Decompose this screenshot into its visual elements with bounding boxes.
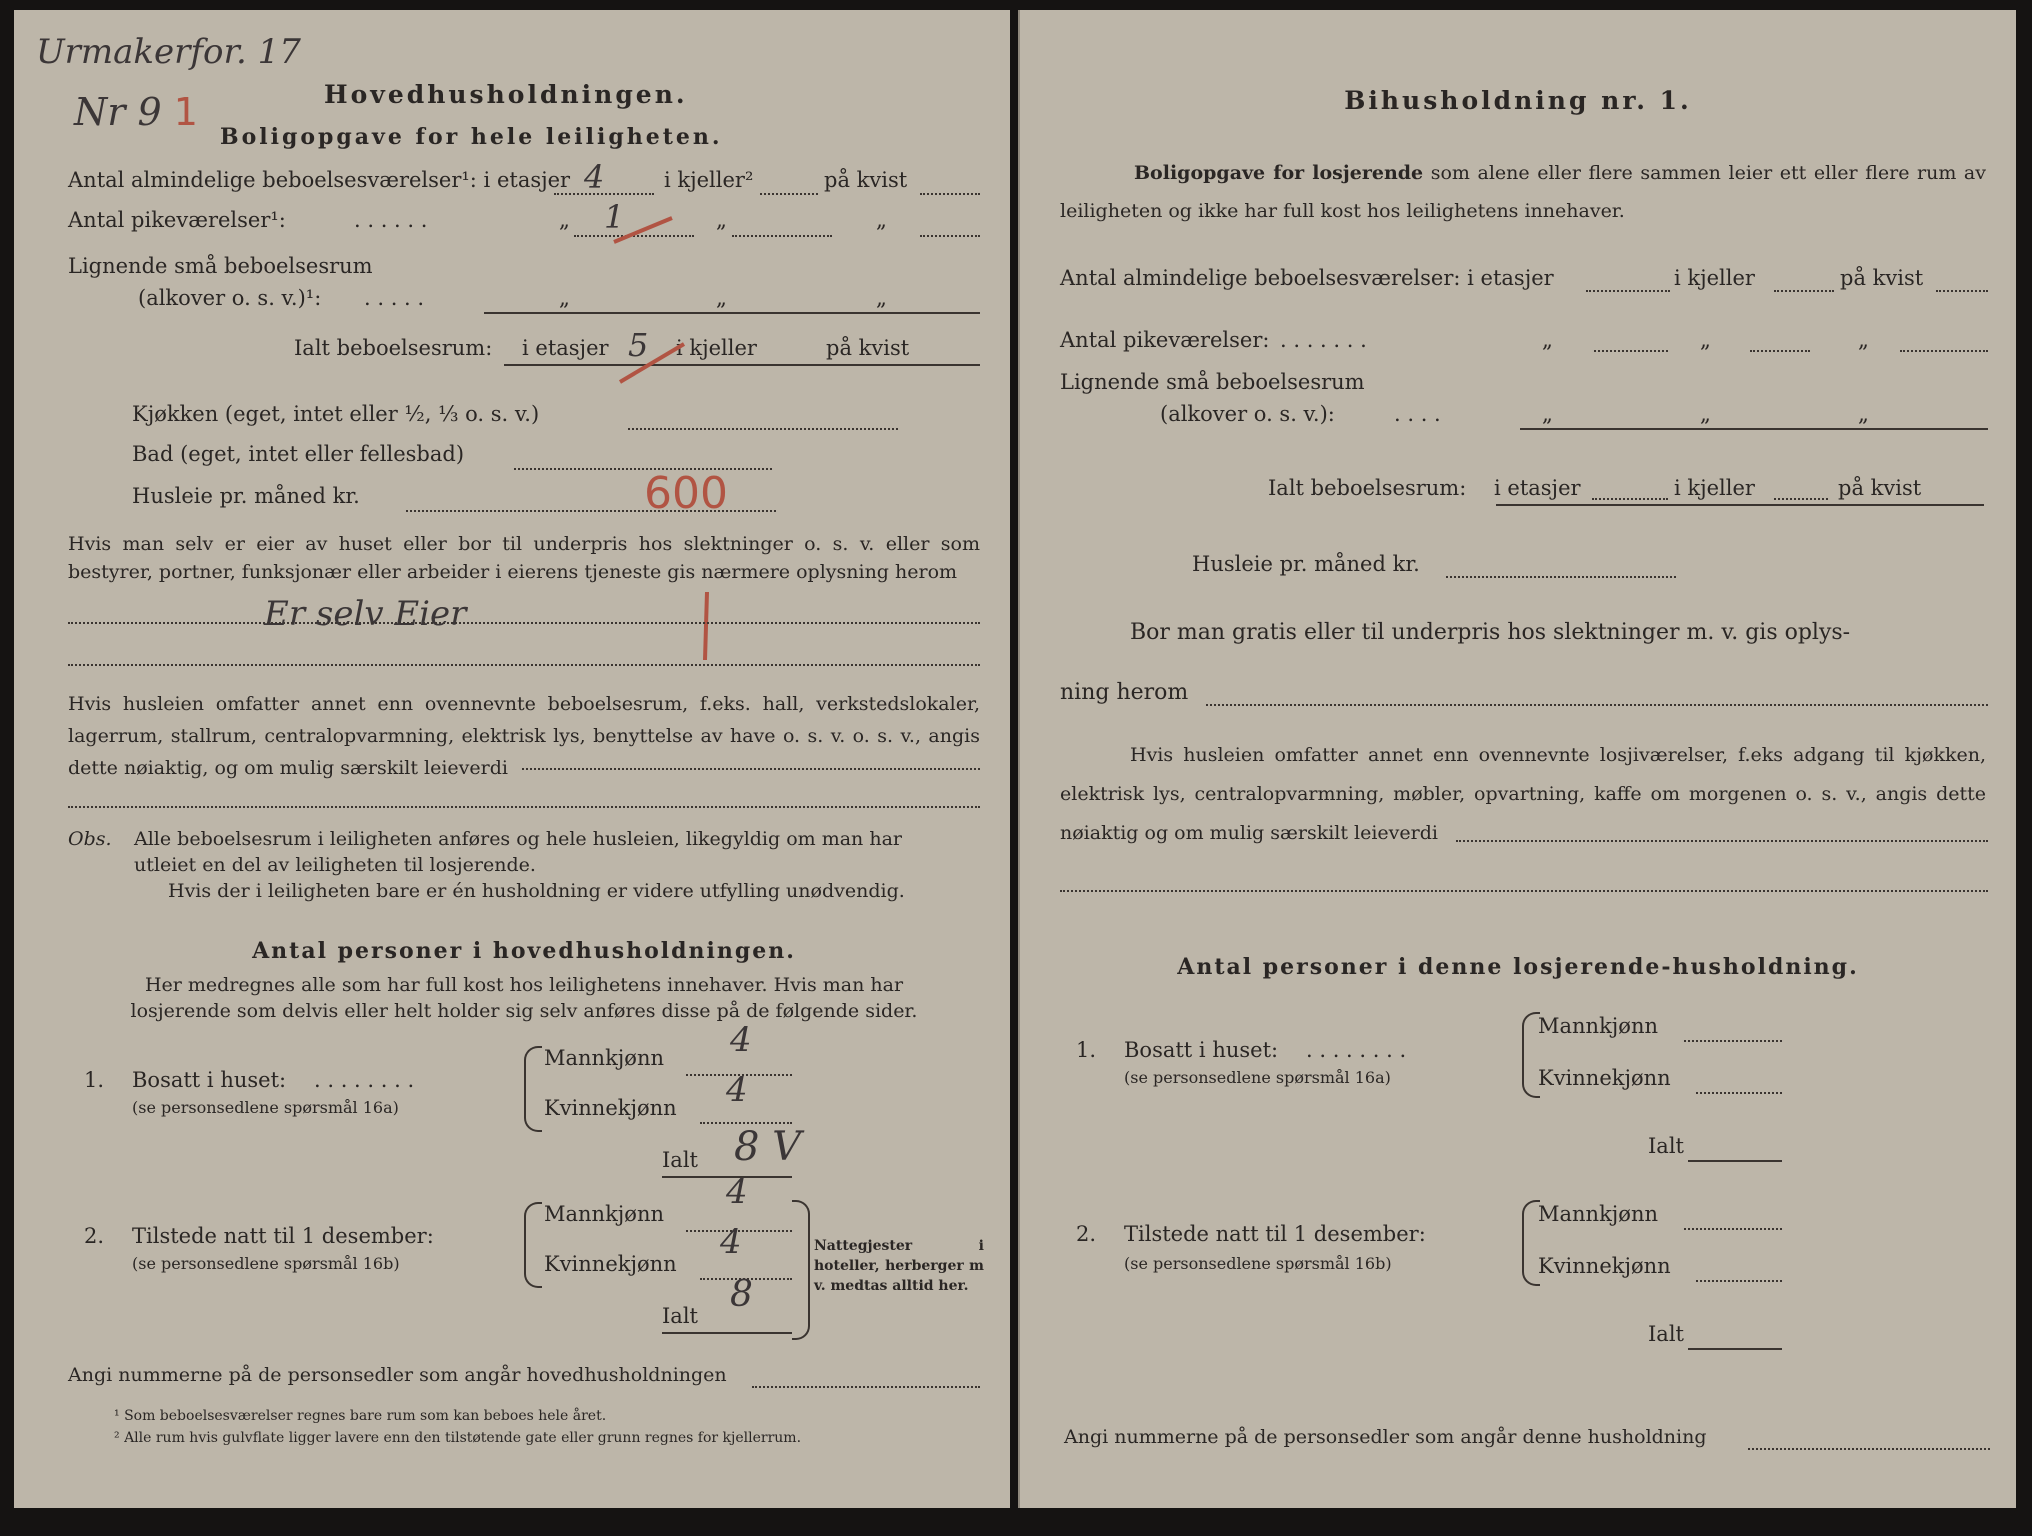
red-correction-stroke	[614, 330, 694, 390]
q1-label: Bosatt i huset:	[132, 1068, 287, 1092]
handwritten-q1-female: 4	[726, 1070, 748, 1110]
handwritten-q2-male: 4	[726, 1172, 748, 1212]
lodger-total-rooms-label: Ialt beboelsesrum:	[1268, 476, 1467, 500]
q1-brace	[524, 1046, 542, 1132]
rent-includes-field-1[interactable]	[522, 768, 980, 770]
handwritten-check-mark: V	[772, 1124, 802, 1170]
ditto-mark: „	[1858, 328, 1869, 352]
handwritten-q1-total-value: 8	[734, 1124, 760, 1170]
lodger-q1-total-label: Ialt	[1648, 1134, 1684, 1158]
lodger-ordinary-basement-label: i kjeller	[1674, 266, 1755, 290]
main-title: Hovedhusholdningen.	[324, 80, 688, 109]
handwritten-q1-total	[734, 1124, 801, 1170]
lodger-total-basement-label: i kjeller	[1674, 476, 1755, 500]
lodger-total-floor-label: i etasjer	[1494, 476, 1581, 500]
maid-rooms-basement-field[interactable]	[732, 235, 832, 237]
q2-label: Tilstede natt til 1 desember:	[132, 1224, 434, 1248]
lodger-total-attic-label: på kvist	[1838, 476, 1922, 500]
lodger-intro-bold: Boligopgave for losjerende	[1134, 162, 1424, 184]
dots: . . . . . . . .	[1306, 1038, 1407, 1062]
owner-field-line-1[interactable]	[68, 622, 980, 624]
rent-includes-note: Hvis husleien omfatter annet enn ovennevnte beboelsesrum, f.eks. hall, verkstedslokaler, lagerrum, stallrum, centralopvarmning, elektrisk lys, benyttelse av have o. s. v. o. s. v., angis dette nøiaktig, og om mulig særskilt leieverdi	[68, 693, 980, 779]
lodger-free-line-2: ning herom	[1060, 680, 1189, 705]
red-correction-stroke	[608, 196, 688, 256]
lodger-maid-attic-field[interactable]	[1900, 350, 1988, 352]
total-rooms-basement-label: i kjeller	[676, 336, 757, 360]
lodger-rent-includes-note: Hvis husleien omfatter annet enn ovennevnte losjiværelser, f.eks adgang til kjøkken, elektrisk lys, centralopvarmning, møbler, opvartning, kaffe om morgenen o. s. v., angis dette nøiaktig og om mulig særskilt leieverdi	[1060, 744, 1986, 844]
lodger-rent-includes-field-1[interactable]	[1456, 840, 1988, 842]
right-page-lodger-household	[1018, 10, 2016, 1508]
dots: . . . . . . .	[1280, 328, 1367, 352]
lodger-similar-rooms-label: Lignende små beboelsesrum	[1060, 370, 1365, 394]
lodger-rent-label: Husleie pr. måned kr.	[1192, 552, 1420, 576]
maid-rooms-attic-field[interactable]	[920, 235, 980, 237]
lodger-ordinary-rooms-label: Antal almindelige beboelsesværelser: i etasjer	[1060, 266, 1554, 290]
kitchen-label: Kjøkken (eget, intet eller ½, ⅓ o. s. v.)	[132, 402, 540, 426]
persons-note-1: Her medregnes alle som har full kost hos leilighetens innehaver. Hvis man har	[144, 974, 904, 996]
handwritten-address: Urmakerfor. 17	[36, 32, 301, 72]
ordinary-rooms-label: Antal almindelige beboelsesværelser¹: i etasjer	[68, 168, 571, 192]
lodger-maid-floor-field[interactable]	[1594, 350, 1668, 352]
handwritten-floor-rooms: 4	[584, 158, 605, 196]
lodger-q1-male-label: Mannkjønn	[1538, 1014, 1659, 1038]
lodger-ordinary-attic-label: på kvist	[1840, 266, 1924, 290]
lodger-persons-title: Antal personer i denne losjerende-husholdning.	[1177, 954, 1859, 980]
lodger-ordinary-attic-field[interactable]	[1936, 290, 1988, 292]
lodger-q2-total-field[interactable]	[1688, 1348, 1782, 1350]
lodger-numbers-label: Angi nummerne på de personsedler som angår denne husholdning	[1064, 1426, 1707, 1448]
lodger-total-rooms-field[interactable]	[1496, 504, 1984, 506]
bath-label: Bad (eget, intet eller fellesbad)	[132, 442, 465, 466]
owner-note: Hvis man selv er eier av huset eller bor til underpris hos slektninger o. s. v. eller som bestyrer, portner, funksjonær eller arbeider i eierens tjeneste gis nærmere oplysning herom	[68, 533, 980, 583]
q1-female-label: Kvinnekjønn	[544, 1096, 677, 1120]
ditto-mark: „	[876, 208, 887, 232]
q1-sublabel: (se personsedlene spørsmål 16a)	[132, 1098, 399, 1117]
handwritten-q2-female: 4	[720, 1222, 742, 1262]
obs-line-2: utleiet en del av leiligheten til losjerende.	[134, 854, 536, 876]
maid-rooms-label: Antal pikeværelser¹:	[68, 208, 286, 232]
handwritten-total-floor: 5	[628, 326, 649, 364]
ordinary-rooms-attic-label: på kvist	[824, 168, 908, 192]
lodger-maid-rooms-label: Antal pikeværelser:	[1060, 328, 1270, 352]
lodger-ordinary-floor-field[interactable]	[1586, 290, 1670, 292]
q2-right-brace	[792, 1200, 810, 1340]
lodger-q2-male-label: Mannkjønn	[1538, 1202, 1659, 1226]
q2-number: 2.	[84, 1224, 105, 1248]
main-subtitle: Boligopgave for hele leiligheten.	[220, 124, 723, 150]
ditto-mark: „	[1700, 328, 1711, 352]
obs-line-1: Alle beboelsesrum i leiligheten anføres og hele husleien, likegyldig om man har	[134, 828, 902, 850]
lodger-q1-number: 1.	[1076, 1038, 1097, 1062]
ditto-mark: „	[559, 208, 570, 232]
lodger-q1-female-label: Kvinnekjønn	[1538, 1066, 1671, 1090]
owner-field-line-2[interactable]	[68, 664, 980, 666]
numbers-field[interactable]	[752, 1386, 980, 1388]
rent-includes-field-2[interactable]	[68, 806, 980, 808]
similar-rooms-field[interactable]	[484, 312, 980, 314]
q2-brace	[524, 1202, 542, 1288]
q2-female-label: Kvinnekjønn	[544, 1252, 677, 1276]
lodger-total-floor-field[interactable]	[1592, 498, 1668, 500]
lodger-q2-female-label: Kvinnekjønn	[1538, 1254, 1671, 1278]
lodger-intro-text: som alene eller flere sammen leier ett eller flere rum av leiligheten og ikke har full kost hos leilighetens innehaver.	[1060, 162, 1986, 222]
handwritten-q1-male: 4	[730, 1020, 752, 1060]
ditto-mark: „	[876, 286, 887, 310]
lodger-rent-field[interactable]	[1446, 576, 1676, 578]
lodger-q1-female-field[interactable]	[1696, 1092, 1782, 1094]
q2-sublabel: (se personsedlene spørsmål 16b)	[132, 1254, 400, 1273]
lodger-ordinary-basement-field[interactable]	[1774, 290, 1834, 292]
dots: . . . . .	[364, 286, 425, 310]
lodger-q1-male-field[interactable]	[1684, 1040, 1782, 1042]
lodger-q1-total-field[interactable]	[1688, 1160, 1782, 1162]
obs-line-3: Hvis der i leiligheten bare er én husholdning er videre utfylling unødvendig.	[168, 880, 905, 902]
ditto-mark: „	[716, 286, 727, 310]
similar-rooms-sublabel: (alkover o. s. v.)¹:	[138, 286, 322, 310]
q2-male-label: Mannkjønn	[544, 1202, 665, 1226]
handwritten-rent: 600	[644, 468, 728, 519]
persons-note-2: losjerende som delvis eller helt holder sig selv anføres disse på de følgende sider.	[130, 1000, 918, 1022]
obs-label: Obs.	[68, 828, 112, 850]
lodger-q2-total-label: Ialt	[1648, 1322, 1684, 1346]
lodger-free-line-1: Bor man gratis eller til underpris hos slektninger m. v. gis oplys-	[1130, 620, 1851, 645]
q2-total-field[interactable]	[662, 1332, 792, 1334]
ditto-mark: „	[1858, 402, 1869, 426]
lodger-q2-sublabel: (se personsedlene spørsmål 16b)	[1124, 1254, 1392, 1273]
ordinary-rooms-basement-label: i kjeller²	[664, 168, 754, 192]
handwritten-number-text: Nr 9	[74, 90, 174, 134]
dots: . . . . . .	[354, 208, 428, 232]
ditto-mark: „	[1542, 402, 1553, 426]
ditto-mark: „	[1700, 402, 1711, 426]
lodger-rent-includes-field-2[interactable]	[1060, 890, 1988, 892]
q1-number: 1.	[84, 1068, 105, 1092]
lodger-q1-label: Bosatt i huset:	[1124, 1038, 1279, 1062]
lodger-intro	[1060, 154, 1986, 230]
q1-total-label: Ialt	[662, 1148, 698, 1172]
rent-label: Husleie pr. måned kr.	[132, 484, 360, 508]
kitchen-field[interactable]	[628, 428, 898, 430]
similar-rooms-label: Lignende små beboelsesrum	[68, 254, 373, 278]
handwritten-q2-total: 8	[730, 1274, 753, 1315]
lodger-maid-basement-field[interactable]	[1750, 350, 1810, 352]
ditto-mark: „	[559, 286, 570, 310]
footnote-2: ² Alle rum hvis gulvflate ligger lavere enn den tilstøtende gate eller grunn regnes for kjellerrum.	[114, 1430, 802, 1446]
ditto-mark: „	[1542, 328, 1553, 352]
lodger-similar-rooms-sublabel: (alkover o. s. v.):	[1160, 402, 1335, 426]
numbers-label: Angi nummerne på de personsedler som angår hovedhusholdningen	[68, 1364, 727, 1386]
lodger-q2-female-field[interactable]	[1696, 1280, 1782, 1282]
lodger-total-basement-field[interactable]	[1774, 498, 1828, 500]
dots: . . . .	[1394, 402, 1441, 426]
ditto-mark: „	[716, 208, 727, 232]
lodger-numbers-field[interactable]	[1748, 1448, 1990, 1450]
lodger-title: Bihusholdning nr. 1.	[1344, 86, 1692, 115]
lodger-q1-sublabel: (se personsedlene spørsmål 16a)	[1124, 1068, 1391, 1087]
persons-title: Antal personer i hovedhusholdningen.	[252, 938, 796, 964]
bath-field[interactable]	[514, 468, 772, 470]
night-guests-note: Nattegjester i hoteller, herberger m v. medtas alltid her.	[814, 1238, 984, 1294]
total-rooms-label: Ialt beboelsesrum:	[294, 336, 493, 360]
handwritten-owner: Er selv Eier	[264, 594, 467, 634]
lodger-similar-rooms-field[interactable]	[1520, 428, 1988, 430]
lodger-free-field[interactable]	[1206, 704, 1988, 706]
total-rooms-field[interactable]	[504, 364, 980, 366]
dots: . . . . . . . .	[314, 1068, 415, 1092]
q2-total-label: Ialt	[662, 1304, 698, 1328]
handwritten-maid-rooms: 1	[604, 198, 625, 236]
lodger-q2-number: 2.	[1076, 1222, 1097, 1246]
left-page-main-household	[14, 10, 1010, 1508]
handwritten-apartment-number	[74, 90, 198, 134]
q1-male-label: Mannkjønn	[544, 1046, 665, 1070]
red-check-stroke	[692, 588, 722, 668]
handwritten-number-red: 1	[173, 90, 198, 134]
total-rooms-attic-label: på kvist	[826, 336, 910, 360]
lodger-q2-label: Tilstede natt til 1 desember:	[1124, 1222, 1426, 1246]
ordinary-rooms-attic-field[interactable]	[920, 193, 980, 195]
total-rooms-floor-label: i etasjer	[522, 336, 609, 360]
ordinary-rooms-basement-field[interactable]	[760, 193, 818, 195]
footnote-1: ¹ Som beboelsesværelser regnes bare rum som kan beboes hele året.	[114, 1408, 607, 1424]
lodger-q2-male-field[interactable]	[1684, 1228, 1782, 1230]
